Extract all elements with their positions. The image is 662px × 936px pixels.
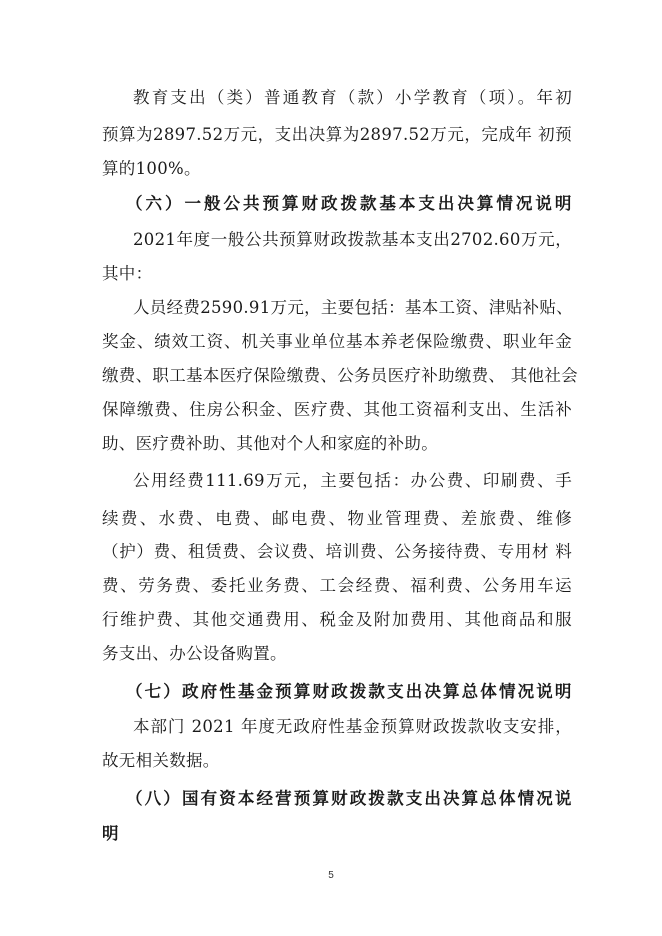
text-line: 故无相关数据。 xyxy=(102,751,220,770)
page-number: 5 xyxy=(328,870,334,881)
text-line: 费、劳务费、委托业务费、工会经费、福利费、公务用车运 xyxy=(102,576,572,595)
text-line: （护）费、租赁费、会议费、培训费、公务接待费、专用材 料 xyxy=(102,542,572,561)
text-line: 其中： xyxy=(102,264,153,283)
text-line: 缴费、职工基本医疗保险缴费、公务员医疗补助缴费、 其他社会 xyxy=(102,366,578,385)
text-line: 公用经费111.69万元，主要包括：办公费、印刷费、手 xyxy=(133,471,572,490)
text-line: 保障缴费、住房公积金、医疗费、其他工资福利支出、生活补 xyxy=(102,400,572,419)
text-line: 助、医疗费补助、其他对个人和家庭的补助。 xyxy=(102,434,438,453)
section-heading-8: （八）国有资本经营预算财政拨款支出决算总体情况说 xyxy=(126,789,572,808)
text-line: 算的100%。 xyxy=(102,159,201,178)
text-line: 本部门 2021 年度无政府性基金预算财政拨款收支安排， xyxy=(133,717,572,736)
text-line: 务支出、办公设备购置。 xyxy=(102,644,287,663)
text-line: 教育支出（类）普通教育（款）小学教育（项）。年初 xyxy=(133,88,572,107)
text-line: 预算为2897.52万元，支出决算为2897.52万元，完成年 初预 xyxy=(102,125,572,144)
text-line: 行维护费、其他交通费用、税金及附加费用、其他商品和服 xyxy=(102,610,572,629)
section-heading-7: （七）政府性基金预算财政拨款支出决算总体情况说明 xyxy=(126,682,572,701)
text-line: 人员经费2590.91万元，主要包括：基本工资、津贴补贴、 xyxy=(133,298,573,317)
text-line: 2021年度一般公共预算财政拨款基本支出2702.60万元， xyxy=(133,230,572,249)
text-line: 续费、水费、电费、邮电费、物业管理费、差旅费、维修 xyxy=(102,509,572,528)
section-heading-6: （六）一般公共预算财政拨款基本支出决算情况说明 xyxy=(126,194,572,213)
section-heading-8-continued: 明 xyxy=(102,824,120,843)
text-line: 奖金、绩效工资、机关事业单位基本养老保险缴费、职业年金 xyxy=(102,332,572,351)
